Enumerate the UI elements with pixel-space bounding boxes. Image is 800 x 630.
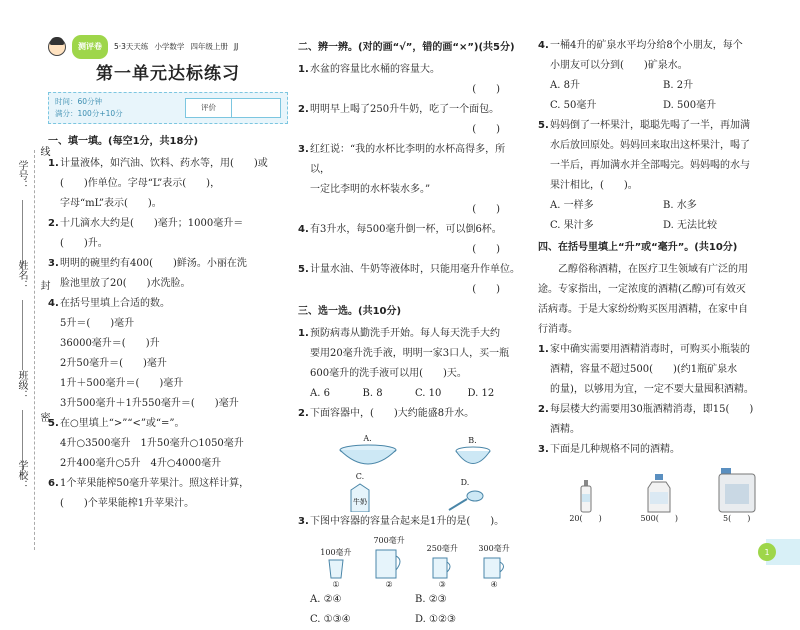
column-right <box>538 36 776 524</box>
option-b[interactable]: B. <box>453 436 493 470</box>
question-line: 2升50毫升＝( )毫升 <box>60 358 167 369</box>
name-label: 姓名： <box>16 260 27 290</box>
question: 3. 下图中容器的容量合起来是1升的是( )。 <box>298 516 505 527</box>
page-number: 1 <box>758 543 776 561</box>
question: 6. 1个苹果能榨50毫升苹果汁。照这样计算， <box>48 478 250 489</box>
question-line: 600毫升的洗手液可以用( )天。 <box>310 368 467 379</box>
header <box>48 36 288 58</box>
question: 5. 在○里填上“>”“<”或“=”。 <box>48 418 185 429</box>
bottle-large: 5( ) <box>717 468 757 524</box>
question-line: 4升○3500毫升 1升50毫升○1050毫升 <box>60 438 244 449</box>
option[interactable]: C. ①③④ <box>310 614 351 625</box>
seal-mark: 封 <box>38 280 49 290</box>
options <box>538 196 776 216</box>
question: 4. 有3升水，每500毫升倒一杯，可以倒6杯。 <box>298 224 502 235</box>
question-line: 果汁相比，( )。 <box>550 180 638 191</box>
option[interactable]: A. 一样多 <box>550 200 594 211</box>
option-a[interactable]: A. <box>338 434 398 470</box>
question: 1. 家中确实需要用酒精消毒时，可购买小瓶装的 <box>538 344 750 355</box>
bottle-icon <box>646 474 672 514</box>
question: 1. 预防病毒从勤洗手开始。每人每天洗手大约 <box>298 328 500 339</box>
cup-4: 300毫升 ④ <box>478 544 510 589</box>
question-line: 3升500毫升＋1升550毫升＝( )毫升 <box>60 398 239 409</box>
cup-1: 100毫升 ① <box>320 548 352 589</box>
binding-strip <box>0 146 49 550</box>
question-line: 脸池里放了20( )水洗脸。 <box>60 278 191 289</box>
basin-icon <box>338 444 398 470</box>
question-line: ( )升。 <box>60 238 108 249</box>
paragraph-line: 乙醇俗称酒精，在医疗卫生领域有广泛的用 <box>558 264 748 275</box>
option-c[interactable]: C. 牛奶 <box>345 472 375 512</box>
question: 3. 下面是几种规格不同的酒精。 <box>538 444 680 455</box>
question-line: ( )个苹果能榨1升苹果汁。 <box>60 498 195 509</box>
eval-field[interactable] <box>232 99 280 117</box>
option[interactable]: A. 6 <box>310 388 330 399</box>
question: 1. 计量液体，如汽油、饮料、药水等，用( )或 <box>48 158 268 169</box>
cup-2: 700毫升 ② <box>373 536 405 589</box>
question-line: 的量)，以够用为宜，一定不要大量囤积酒精。 <box>550 384 754 395</box>
question-line: 2升400毫升○5升 4升○4000毫升 <box>60 458 222 469</box>
option[interactable]: C. 10 <box>415 388 442 399</box>
question-line: 一半后，再加满水并全部喝完。妈妈喝的水与 <box>550 160 750 171</box>
question: 4. 一桶4升的矿泉水平均分给8个小朋友，每个 <box>538 40 743 51</box>
paragraph-line: 途。专家指出，一定浓度的酒精(乙醇)可有效灭 <box>538 284 746 295</box>
question: 5. 计量水油、牛奶等液体时，只能用毫升作单位。 <box>298 264 520 275</box>
question: 5. 妈妈倒了一杯果汁，聪聪先喝了一半，再加满 <box>538 120 750 131</box>
paragraph-line: 活病毒。于是大家纷纷购买医用酒精，在家中自 <box>538 304 748 315</box>
subject: 小学数学 <box>154 42 185 51</box>
cup-3: 250毫升 ③ <box>426 544 458 589</box>
question-line: 字母“mL”表示( )。 <box>60 198 162 209</box>
seal-mark: 密 <box>38 412 49 422</box>
bowl-icon <box>453 446 493 470</box>
question: 3. 红红说：“我的水杯比李明的水杯高得多，所以， <box>298 144 506 175</box>
question-line: 水后放回原处。妈妈回来取出这杯果汁，喝了 <box>550 140 750 151</box>
eval-label: 评价 <box>186 99 232 117</box>
options <box>538 76 776 96</box>
section-title: 一、填一填。(每空1分，共18分) <box>48 136 199 147</box>
container-figures <box>298 424 520 470</box>
question: 1. 水盆的容量比水桶的容量大。 <box>298 64 440 75</box>
question: 4. 在括号里填上合适的数。 <box>48 298 170 309</box>
question: 2. 十几滴水大约是( )毫升；1000毫升＝ <box>48 218 244 229</box>
question: 2. 下面容器中，( )大约能盛8升水。 <box>298 408 475 419</box>
column-middle <box>298 36 520 630</box>
answer-blank[interactable]: ( ) <box>472 204 500 215</box>
question-line: 酒精。 <box>550 424 580 435</box>
section-title: 四、在括号里填上“升”或“毫升”。(共10分) <box>538 242 738 253</box>
grade: 四年级上册 <box>190 42 228 51</box>
school-label: 学校： <box>16 460 27 490</box>
question: 3. 明明的碗里约有400( )鲜汤。小丽在洗 <box>48 258 247 269</box>
option[interactable]: B. 2升 <box>663 80 694 91</box>
option[interactable]: B. 8 <box>362 388 383 399</box>
bottle-medium: 500( ) <box>640 474 678 524</box>
bottle-small: 20( ) <box>569 480 601 524</box>
mascot-icon <box>48 38 66 56</box>
info-box <box>48 92 288 124</box>
section-title: 三、选一选。(共10分) <box>298 306 402 317</box>
answer-blank[interactable]: ( ) <box>472 84 500 95</box>
answer-blank[interactable]: ( ) <box>472 124 500 135</box>
edition: JJ <box>233 42 239 51</box>
name-line <box>22 300 23 370</box>
milk-carton-icon <box>345 482 375 512</box>
class-label: 班级： <box>16 370 27 400</box>
options <box>538 96 776 116</box>
question-line: 酒精，容量不超过500( )(约1瓶矿泉水 <box>550 364 738 375</box>
option-d[interactable]: D. <box>445 478 485 512</box>
question-line: 1升＋500毫升＝( )毫升 <box>60 378 184 389</box>
milk-label: 牛奶 <box>353 498 367 506</box>
question: 2. 每层楼大约需要用30瓶酒精消毒，即15( ) <box>538 404 754 415</box>
answer-blank[interactable]: ( ) <box>472 244 500 255</box>
page-title: 第一单元达标练习 <box>96 64 240 84</box>
eval-box <box>185 98 281 118</box>
options <box>298 590 520 610</box>
option[interactable]: C. 50毫升 <box>550 100 597 111</box>
paragraph-line: 行消毒。 <box>538 324 578 335</box>
question-line: 要用20毫升洗手液，明明一家3口人，买一瓶 <box>310 348 510 359</box>
option[interactable]: B. 水多 <box>663 200 697 211</box>
options <box>298 610 520 630</box>
badge: 测评卷 <box>72 35 108 59</box>
cut-line <box>34 150 35 550</box>
column-left <box>48 36 288 514</box>
option[interactable]: B. ②③ <box>415 594 447 605</box>
series: 5·3天天练 <box>114 42 149 51</box>
options <box>538 216 776 236</box>
question-line: 5升＝( )毫升 <box>60 318 135 329</box>
option[interactable]: D. 500毫升 <box>663 100 717 111</box>
container-figures <box>298 470 520 512</box>
jug-icon <box>717 468 757 514</box>
options <box>298 384 520 404</box>
cup-figures <box>298 532 520 590</box>
seal-mark: 线 <box>38 146 49 156</box>
time-info: 时间：60分钟 <box>55 97 103 106</box>
option[interactable]: A. 8升 <box>550 80 580 91</box>
answer-blank[interactable]: ( ) <box>472 284 500 295</box>
section-title: 二、辨一辨。(对的画“√”，错的画“×”)(共5分) <box>298 42 515 53</box>
option[interactable]: A. ②④ <box>310 594 342 605</box>
option[interactable]: D. ①②③ <box>415 614 456 625</box>
option[interactable]: C. 果汁多 <box>550 220 594 231</box>
option[interactable]: D. 无法比较 <box>663 220 718 231</box>
question-line: 一定比李明的水杯装水多。” <box>310 184 431 195</box>
question: 2. 明明早上喝了250升牛奶，吃了一个面包。 <box>298 104 500 115</box>
question-line: 小朋友可以分到( )矿泉水。 <box>550 60 688 71</box>
spoon-icon <box>445 488 485 512</box>
id-label: 学号： <box>16 160 27 190</box>
score-info: 满分：100分+10分 <box>55 109 123 118</box>
question-line: 36000毫升＝( )升 <box>60 338 160 349</box>
option[interactable]: D. 12 <box>467 388 495 399</box>
spray-bottle-icon <box>579 480 593 514</box>
bottle-figures <box>538 460 776 524</box>
question-line: ( )作单位。字母“L”表示( )， <box>60 178 221 189</box>
